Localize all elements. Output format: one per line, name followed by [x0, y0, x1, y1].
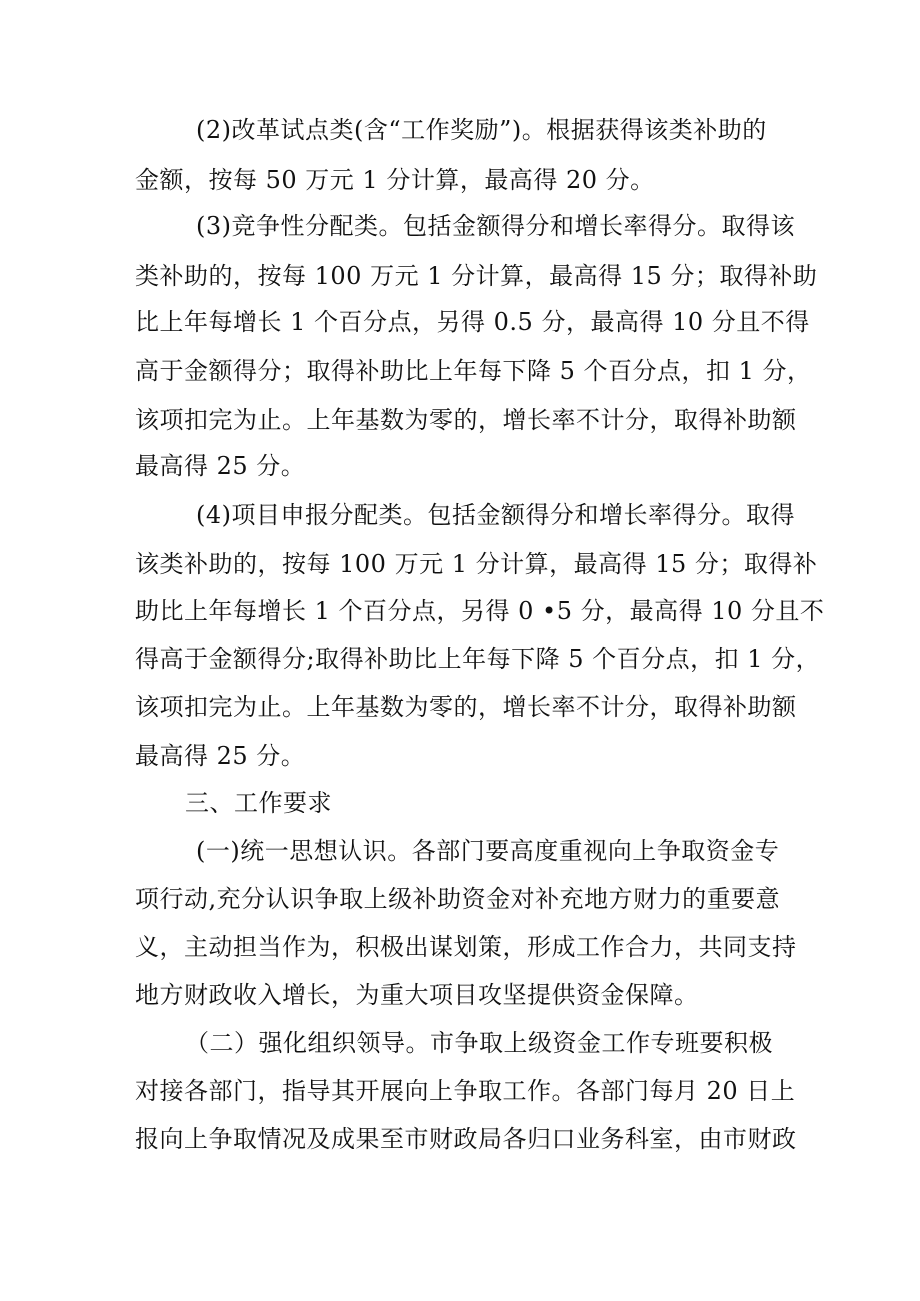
paragraph-3-line-4: 高于金额得分；取得补助比上年每下降 5 个百分点，扣 1 分，	[135, 357, 812, 385]
paragraph-4-line-4: 得高于金额得分;取得补助比上年每下降 5 个百分点，扣 1 分，	[135, 645, 821, 673]
paragraph-4-line-1: (4)项目申报分配类。包括金额得分和增长率得分。取得	[196, 501, 795, 529]
paragraph-4-line-2: 该类补助的，按每 100 万元 1 分计算，最高得 15 分；取得补	[135, 550, 818, 578]
paragraph-b-line-1: （二）强化组织领导。市争取上级资金工作专班要积极	[185, 1029, 773, 1057]
paragraph-a-line-3: 义，主动担当作为，积极出谋划策，形成工作合力，共同支持	[135, 933, 797, 961]
paragraph-b-line-3: 报向上争取情况及成果至市财政局各归口业务科室，由市财政	[135, 1125, 797, 1153]
paragraph-a-line-1: (一)统一思想认识。各部门要高度重视向上争取资金专	[196, 837, 780, 865]
paragraph-b-line-2: 对接各部门，指导其开展向上争取工作。各部门每月 20 日上	[135, 1077, 796, 1105]
paragraph-a-line-2: 项行动,充分认识争取上级补助资金对补充地方财力的重要意	[135, 885, 781, 913]
paragraph-3-line-1: (3)竞争性分配类。包括金额得分和增长率得分。取得该	[196, 212, 795, 240]
paragraph-3-line-6: 最高得 25 分。	[135, 452, 306, 480]
paragraph-3-line-3: 比上年每增长 1 个百分点，另得 0.5 分，最高得 10 分且不得	[135, 308, 810, 336]
section-heading: 三、工作要求	[185, 789, 332, 817]
paragraph-3-line-5: 该项扣完为止。上年基数为零的，增长率不计分，取得补助额	[135, 406, 797, 434]
paragraph-2-line-1: (2)改革试点类(含“工作奖励”)。根据获得该类补助的	[196, 116, 767, 144]
paragraph-4-line-6: 最高得 25 分。	[135, 742, 306, 770]
paragraph-4-line-5: 该项扣完为止。上年基数为零的，增长率不计分，取得补助额	[135, 693, 797, 721]
paragraph-4-line-3: 助比上年每增长 1 个百分点，另得 0 •5 分，最高得 10 分且不	[135, 597, 825, 625]
paragraph-3-line-2: 类补助的，按每 100 万元 1 分计算，最高得 15 分；取得补助	[135, 262, 818, 290]
paragraph-2-line-2: 金额，按每 50 万元 1 分计算，最高得 20 分。	[135, 166, 655, 194]
paragraph-a-line-4: 地方财政收入增长，为重大项目攻坚提供资金保障。	[135, 981, 699, 1009]
